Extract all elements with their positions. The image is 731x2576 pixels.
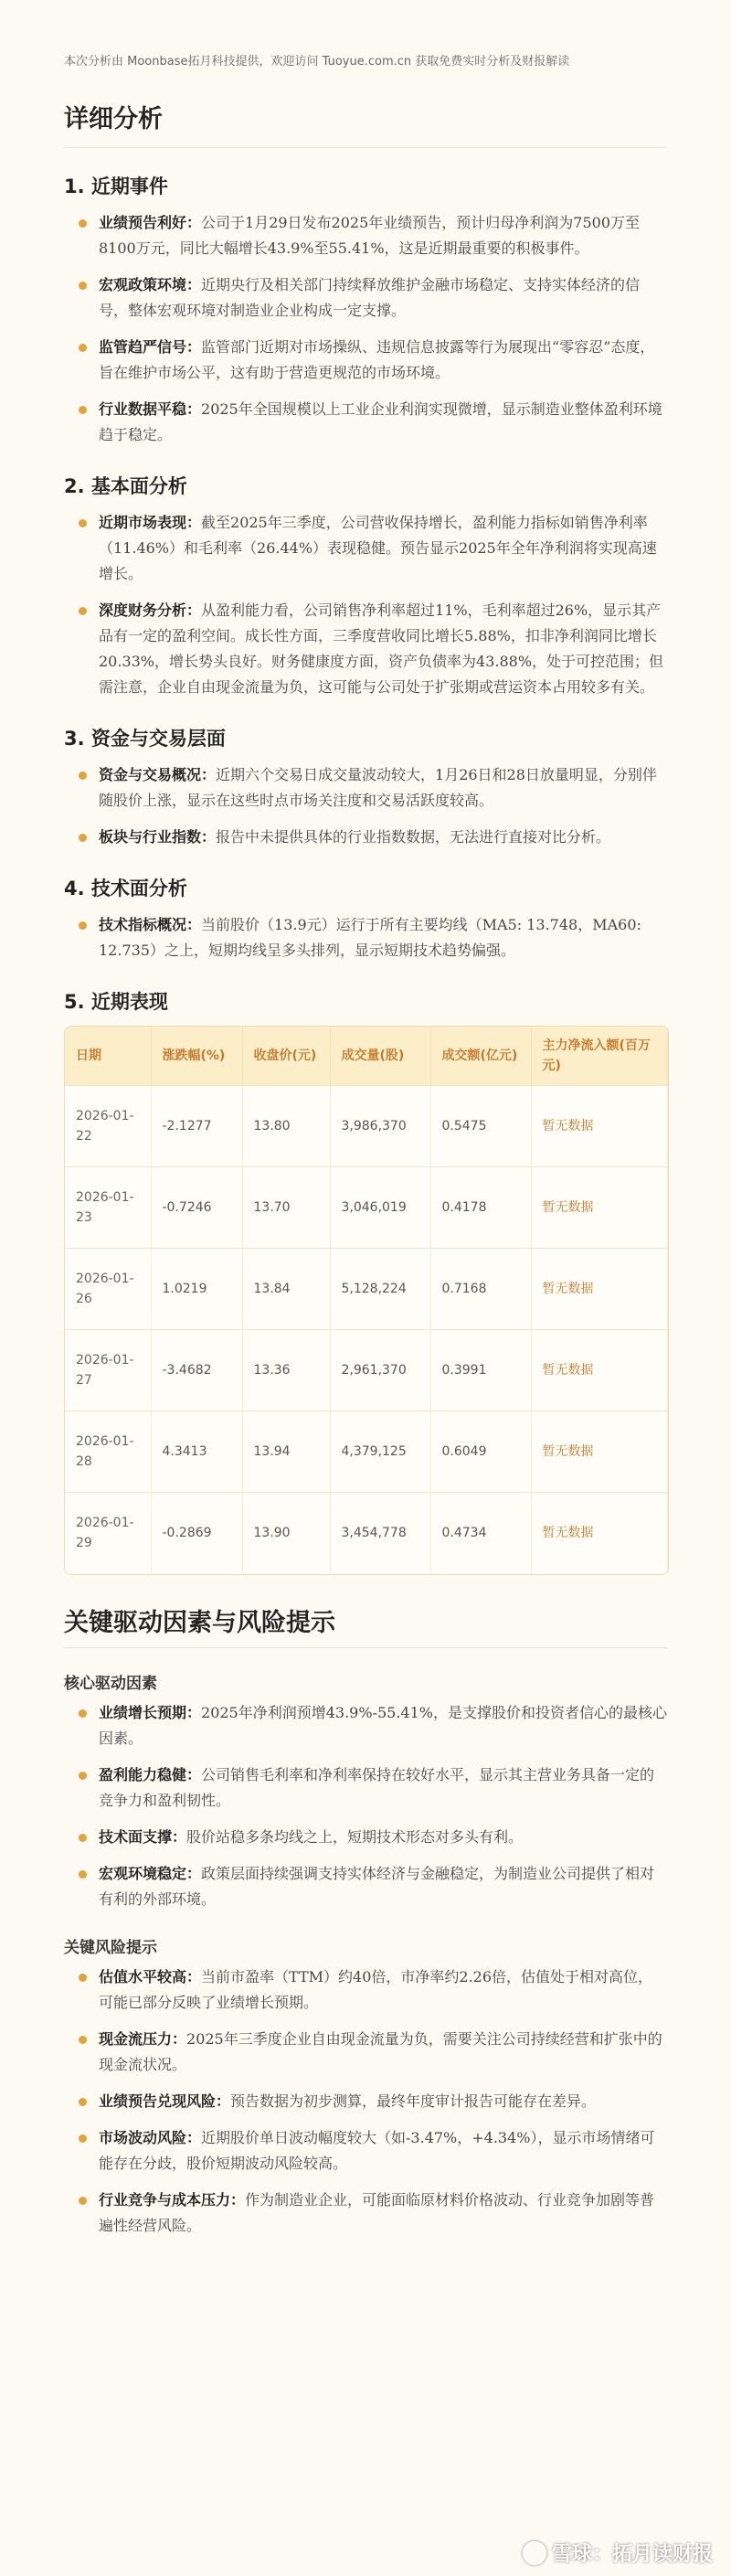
cell-date: 2026-01-26 [65, 1249, 151, 1330]
header-date: 日期 [65, 1027, 151, 1086]
cell-main-net-inflow: 暂无数据 [531, 1167, 668, 1249]
drivers-risks-title: 关键驱动因素与风险提示 [64, 1602, 667, 1648]
item-text: 截至2025年三季度，公司营收保持增长，盈利能力指标如销售净利率（11.46%）和毛利率（26.44%）表现稳健。预告显示2025年全年净利润将实现高速增长。 [99, 514, 657, 582]
list-item [73, 272, 667, 324]
list-item [73, 1964, 667, 2016]
item-label: 业绩预告兑现风险： [99, 2092, 231, 2110]
item-text: 当前市盈率（TTM）约40倍，市净率约2.26倍，估值处于相对高位，可能已部分反映了业绩增长预期。 [99, 1967, 653, 2011]
item-text: 公司销售毛利率和净利率保持在较好水平，显示其主营业务具备一定的竞争力和盈利韧性。 [99, 1765, 655, 1809]
item-label: 业绩预告利好： [99, 214, 202, 231]
section-title: 3. 资金与交易层面 [64, 728, 226, 750]
cell-change-pct: -3.4682 [151, 1330, 242, 1411]
cell-date: 2026-01-23 [65, 1167, 151, 1249]
item-text: 近期央行及相关部门持续释放维护金融市场稳定、支持实体经济的信号，整体宏观环境对制造业企业构成一定支撑。 [99, 276, 641, 319]
item-text: 报告中未提供具体的行业指数数据，无法进行直接对比分析。 [216, 828, 611, 846]
disclaimer-text: 本次分析由 Moonbase拓月科技提供，欢迎访问 Tuoyue.com.cn 获取免费实时分析及财报解读 [64, 55, 570, 69]
cell-close-price: 13.84 [242, 1249, 330, 1330]
section-list [64, 762, 667, 850]
item-label: 市场波动风险： [99, 2128, 202, 2146]
item-label: 行业竞争与成本压力： [99, 2190, 246, 2209]
list-item [73, 762, 667, 814]
recent-performance-title: 5. 近期表现 [64, 991, 168, 1013]
table-row [65, 1411, 668, 1493]
cell-close-price: 13.80 [242, 1086, 330, 1167]
list-item [73, 825, 667, 850]
cell-date: 2026-01-29 [65, 1493, 151, 1574]
list-item [73, 2027, 667, 2078]
table-row [65, 1249, 668, 1330]
list-item [73, 2089, 667, 2114]
cell-main-net-inflow: 暂无数据 [531, 1249, 668, 1330]
table-row [65, 1330, 668, 1411]
table-row [65, 1167, 668, 1249]
cell-turnover: 0.7168 [430, 1249, 531, 1330]
item-text: 近期股价单日波动幅度较大（如-3.47%，+4.34%），显示市场情绪可能存在分歧，股价短期波动风险较高。 [99, 2128, 655, 2172]
header-close-price: 收盘价(元) [242, 1027, 330, 1086]
cell-main-net-inflow: 暂无数据 [531, 1493, 668, 1574]
list-item [73, 1861, 667, 1912]
cell-volume: 3,986,370 [330, 1086, 430, 1167]
page-title: 详细分析 [64, 99, 667, 148]
watermark-text: 雪球：拓月读财报 [551, 2543, 713, 2566]
list-item [73, 397, 667, 448]
section-title: 4. 技术面分析 [64, 878, 187, 899]
item-text: 股价站稳多条均线之上，短期技术形态对多头有利。 [186, 1827, 524, 1846]
item-label: 宏观政策环境： [99, 276, 202, 293]
list-item [73, 1762, 667, 1814]
item-label: 宏观环境稳定： [99, 1864, 202, 1882]
item-text: 2025年全国规模以上工业企业利润实现微增，显示制造业整体盈利环境趋于稳定。 [99, 400, 662, 443]
cell-change-pct: 1.0219 [151, 1249, 242, 1330]
cell-date: 2026-01-28 [65, 1411, 151, 1493]
item-text: 作为制造业企业，可能面临原材料价格波动、行业竞争加剧等普遍性经营风险。 [99, 2190, 655, 2234]
item-label: 技术指标概况： [99, 916, 202, 933]
section-list [64, 510, 667, 700]
header-volume: 成交量(股) [330, 1027, 430, 1086]
item-text: 2025年三季度企业自由现金流量为负，需要关注公司持续经营和扩张中的现金流状况。 [99, 2029, 662, 2073]
section-list [64, 210, 667, 448]
cell-main-net-inflow: 暂无数据 [531, 1086, 668, 1167]
item-label: 板块与行业指数： [99, 828, 217, 846]
list-item [73, 2125, 667, 2177]
cell-close-price: 13.90 [242, 1493, 330, 1574]
cell-close-price: 13.70 [242, 1167, 330, 1249]
xueqiu-logo-icon [523, 2541, 546, 2565]
item-text: 近期六个交易日成交量波动较大，1月26日和28日放量明显，分别伴随股价上涨，显示在这些时点市场关注度和交易活跃度较高。 [99, 766, 657, 809]
cell-turnover: 0.4734 [430, 1493, 531, 1574]
item-label: 技术面支撑： [99, 1827, 187, 1846]
cell-volume: 4,379,125 [330, 1411, 430, 1493]
list-item [73, 598, 667, 700]
list-item [73, 335, 667, 386]
item-label: 业绩增长预期： [99, 1703, 202, 1721]
cell-volume: 3,046,019 [330, 1167, 430, 1249]
item-label: 现金流压力： [99, 2029, 187, 2048]
list-item [73, 510, 667, 587]
cell-change-pct: -0.7246 [151, 1167, 242, 1249]
cell-volume: 3,454,778 [330, 1493, 430, 1574]
header-change-pct: 涨跌幅(%) [151, 1027, 242, 1086]
cell-change-pct: 4.3413 [151, 1411, 242, 1493]
analysis-sections [64, 172, 667, 963]
cell-turnover: 0.3991 [430, 1330, 531, 1411]
item-text: 从盈利能力看，公司销售净利率超过11%，毛利率超过26%，显示其产品有一定的盈利空间。成长性方面，三季度营收同比增长5.88%，扣非净利润同比增长20.33%，增长势头良好。财务健康度方面，资产负债率为43.88%，处于可控范围；但需注意，企业自由现金流量为负，这可能与公司处于扩张期或营运资本占用较多有关。 [99, 601, 664, 696]
cell-change-pct: -2.1277 [151, 1086, 242, 1167]
item-text: 监管部门近期对市场操纵、违规信息披露等行为展现出“零容忍”态度，旨在维护市场公平，这有助于营造更规范的市场环境。 [99, 338, 655, 381]
item-text: 2025年净利润预增43.9%-55.41%，是支撑股价和投资者信心的最核心因素。 [99, 1703, 667, 1747]
cell-volume: 5,128,224 [330, 1249, 430, 1330]
cell-volume: 2,961,370 [330, 1330, 430, 1411]
cell-turnover: 0.6049 [430, 1411, 531, 1493]
item-text: 政策层面持续强调支持实体经济与金融稳定，为制造业公司提供了相对有利的外部环境。 [99, 1864, 655, 1908]
cell-date: 2026-01-22 [65, 1086, 151, 1167]
item-text: 当前股价（13.9元）运行于所有主要均线（MA5: 13.748，MA60: 12.735）之上，短期均线呈多头排列，显示短期技术趋势偏强。 [99, 916, 641, 959]
item-label: 近期市场表现： [99, 514, 202, 531]
cell-main-net-inflow: 暂无数据 [531, 1411, 668, 1493]
item-label: 监管趋严信号： [99, 338, 202, 356]
item-text: 预告数据为初步测算，最终年度审计报告可能存在差异。 [230, 2092, 597, 2110]
core-drivers-title: 核心驱动因素 [64, 1674, 157, 1693]
cell-date: 2026-01-27 [65, 1330, 151, 1411]
section-list [64, 912, 667, 963]
list-item [73, 2187, 667, 2239]
item-label: 估值水平较高： [99, 1967, 202, 1985]
list-item [73, 210, 667, 261]
item-text: 公司于1月29日发布2025年业绩预告，预计归母净利润为7500万至8100万元，同比大幅增长43.9%至55.41%，这是近期最重要的积极事件。 [99, 214, 640, 257]
item-label: 行业数据平稳： [99, 400, 202, 418]
key-risks-title: 关键风险提示 [64, 1938, 157, 1957]
table-row [65, 1493, 668, 1574]
item-label: 深度财务分析： [99, 601, 202, 619]
section-title: 2. 基本面分析 [64, 475, 187, 497]
header-turnover: 成交额(亿元) [430, 1027, 531, 1086]
header-main-net-inflow: 主力净流入额(百万元) [531, 1027, 668, 1086]
cell-turnover: 0.4178 [430, 1167, 531, 1249]
cell-change-pct: -0.2869 [151, 1493, 242, 1574]
cell-close-price: 13.94 [242, 1411, 330, 1493]
table-header-row [65, 1027, 668, 1086]
item-label: 盈利能力稳健： [99, 1765, 202, 1783]
recent-performance-table [64, 1026, 669, 1575]
item-label: 资金与交易概况： [99, 766, 217, 783]
core-drivers-list [64, 1700, 667, 1912]
list-item [73, 912, 667, 963]
cell-main-net-inflow: 暂无数据 [531, 1330, 668, 1411]
section-title: 1. 近期事件 [64, 176, 168, 197]
table-row [65, 1086, 668, 1167]
cell-turnover: 0.5475 [430, 1086, 531, 1167]
key-risks-list [64, 1964, 667, 2239]
cell-close-price: 13.36 [242, 1330, 330, 1411]
xueqiu-watermark [523, 2539, 713, 2567]
list-item [73, 1825, 667, 1850]
list-item [73, 1700, 667, 1751]
